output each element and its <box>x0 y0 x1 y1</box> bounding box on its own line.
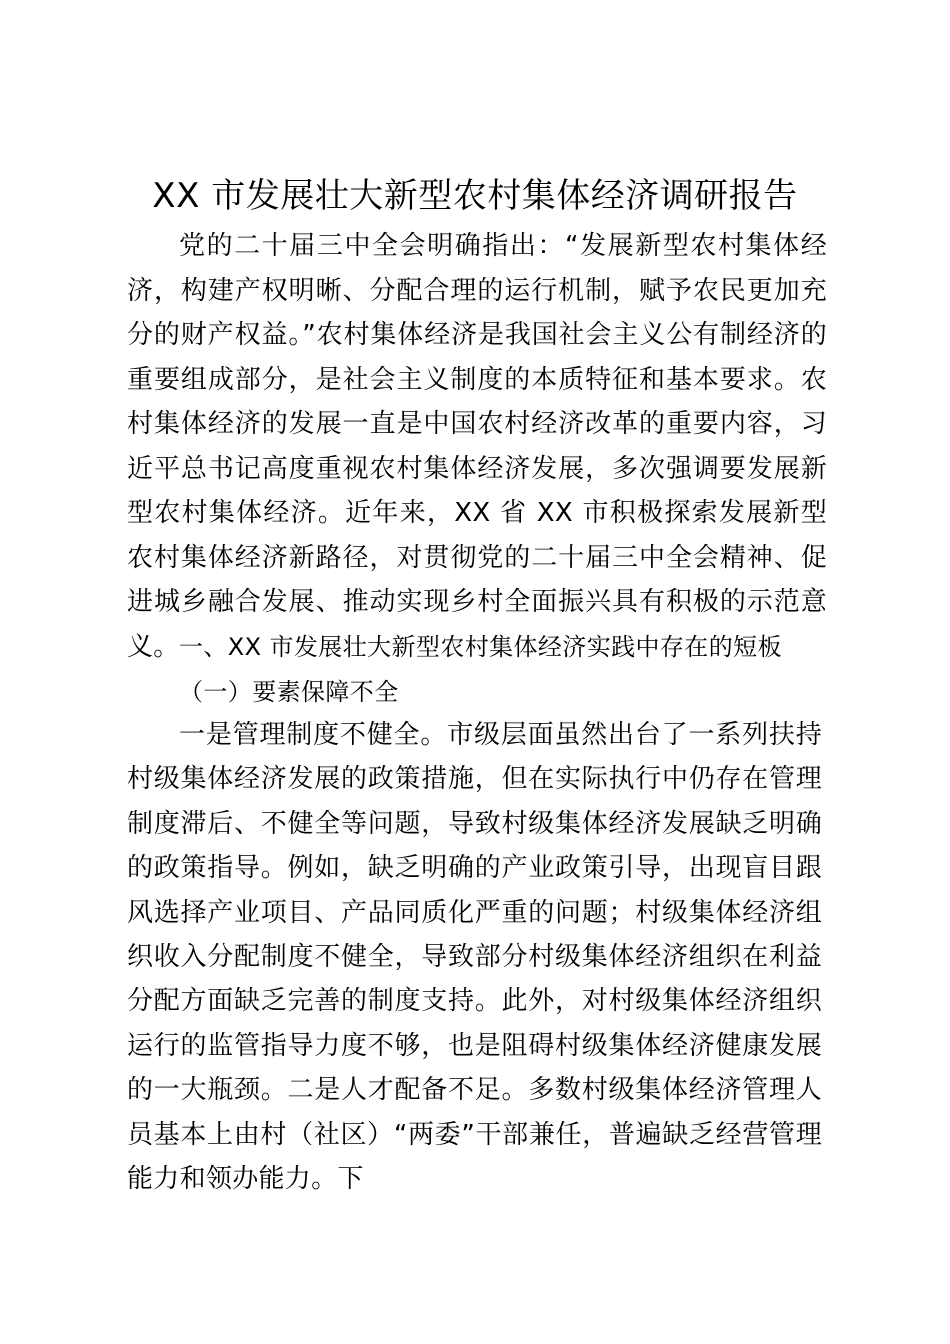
subsection-paragraph: 一是管理制度不健全。市级层面虽然出台了一系列扶持村级集体经济发展的政策措施，但在实际执行中仍存在管理制度滞后、不健全等问题，导致村级集体经济发展缺乏明确的政策指导。例如，缺乏明确的产业政策引导，出现盲目跟风选择产业项目、产品同质化严重的问题；村级集体经济组织收入分配制度不健全，导致部分村级集体经济组织在利益分配方面缺乏完善的制度支持。此外，对村级集体经济组织运行的监管指导力度不够，也是阻碍村级集体经济健康发展的一大瓶颈。二是人才配备不足。多数村级集体经济管理人员基本上由村（社区）“两委”干部兼任，普遍缺乏经营管理能力和领办能力。下 <box>127 720 822 1195</box>
document-title: XX 市发展壮大新型农村集体经济调研报告 <box>152 176 798 216</box>
intro-section <box>127 224 827 669</box>
subsection-heading: （一）要素保障不全 <box>179 678 399 706</box>
subsection-body <box>127 713 822 1201</box>
section-heading: 一、XX 市发展壮大新型农村集体经济实践中存在的短板 <box>179 633 782 661</box>
intro-paragraph: 党的二十届三中全会明确指出：“发展新型农村集体经济，构建产权明晰、分配合理的运行机制，赋予农民更加充分的财产权益。”农村集体经济是我国社会主义公有制经济的重要组成部分，是社会主义制度的本质特征和基本要求。农村集体经济的发展一直是中国农村经济改革的重要内容，习近平总书记高度重视农村集体经济发展，多次强调要发展新型农村集体经济。近年来，XX 省 XX 市积极探索发展新型农村集体经济新路径，对贯彻党的二十届三中全会精神、促进城乡融合发展、推动实现乡村全面振兴具有积极的示范意义。 <box>127 231 827 662</box>
